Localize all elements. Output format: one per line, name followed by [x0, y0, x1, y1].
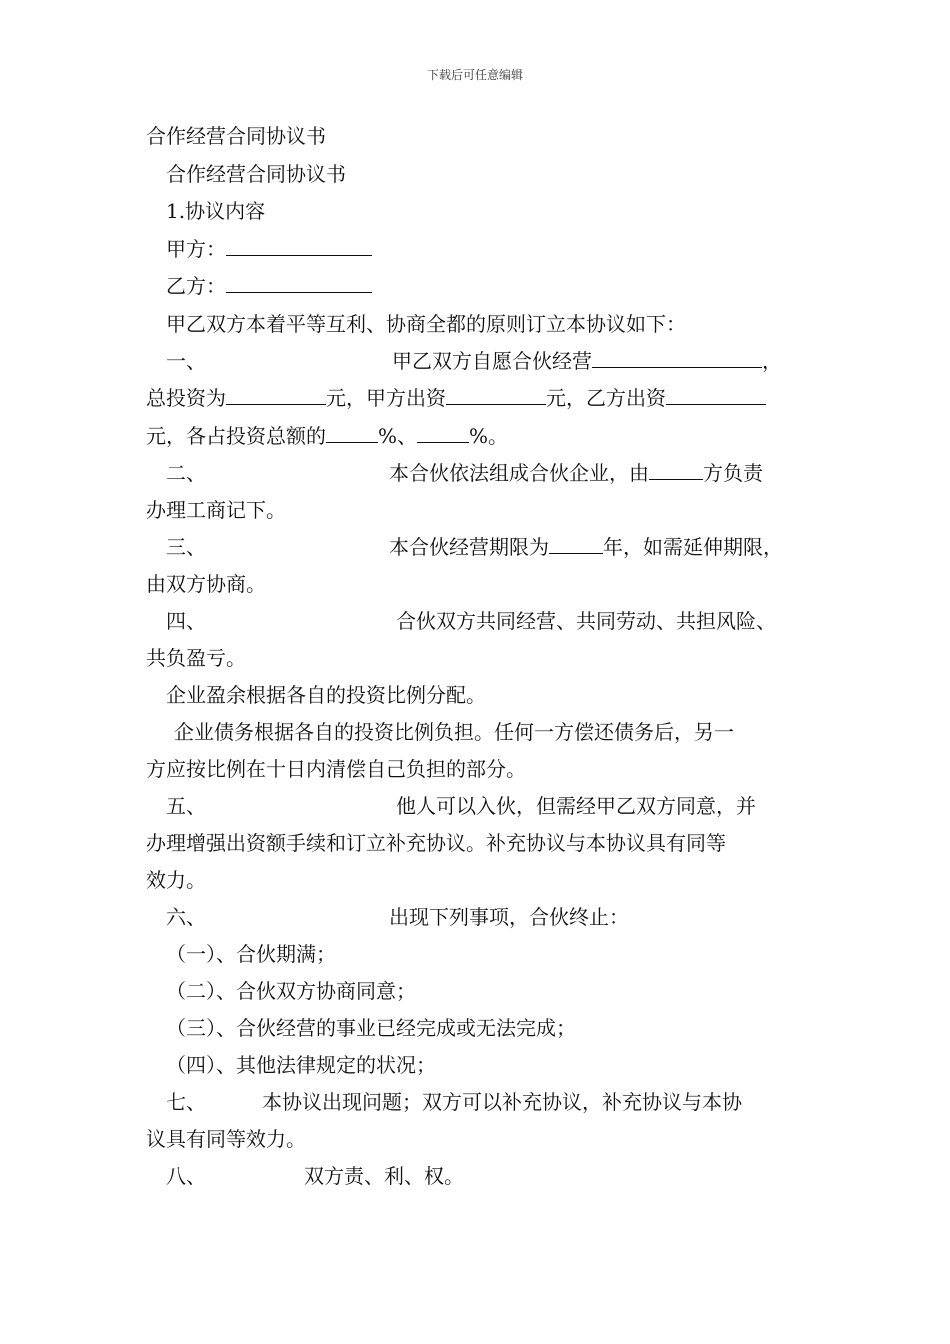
clause-4-line-1: 合伙双方共同经营、共同劳动、共担风险、 [396, 609, 776, 633]
clause-6-line-1: 出现下列事项，合伙终止： [389, 905, 629, 929]
clause-6-item-1: （一）、合伙期满； [166, 942, 336, 966]
clause-3-text-b: 年，如需延伸期限， [603, 535, 783, 559]
term-years-blank [549, 535, 603, 554]
party-b-line [166, 274, 372, 298]
clause-1-text-f: 元，各占投资总额的 [146, 424, 326, 448]
clause-2-number: 二、 [166, 461, 206, 485]
debt-paragraph-line-1: 企业债务根据各自的投资比例负担。任何一方偿还债务后，另一 [174, 720, 734, 744]
clause-5-line-1: 他人可以入伙，但需经甲乙双方同意，并 [396, 794, 756, 818]
party-a-blank [226, 237, 372, 256]
party-b-blank [226, 274, 372, 293]
clause-3-number: 三、 [166, 535, 206, 559]
clause-3-line-2: 由双方协商。 [146, 572, 266, 596]
profit-paragraph: 企业盈余根据各自的投资比例分配。 [166, 683, 486, 707]
clause-1-line-1 [392, 349, 782, 373]
clause-6-item-3: （三）、合伙经营的事业已经完成或无法完成； [166, 1016, 576, 1040]
clause-8-line-1: 双方责、利、权。 [304, 1164, 464, 1188]
party-b-label: 乙方： [166, 274, 226, 298]
clause-1-text-c: 总投资为 [146, 386, 226, 410]
total-investment-blank [226, 386, 326, 405]
debt-paragraph-line-2: 方应按比例在十日内清偿自己负担的部分。 [146, 757, 526, 781]
clause-5-line-3: 效力。 [146, 868, 206, 892]
clause-3-text-a: 本合伙经营期限为 [389, 535, 549, 559]
clause-1-line-3 [146, 424, 508, 448]
clause-2-text-a: 本合伙依法组成合伙企业，由 [389, 461, 649, 485]
party-a-line [166, 237, 372, 261]
business-blank [592, 349, 762, 368]
section-heading: 1.协议内容 [166, 199, 266, 223]
clause-7-line-2: 议具有同等效力。 [146, 1127, 306, 1151]
clause-4-line-2: 共负盈亏。 [146, 646, 246, 670]
clause-1-text-e: 元，乙方出资 [546, 386, 666, 410]
clause-7-number: 七、 [166, 1090, 206, 1114]
doc-title: 合作经营合同协议书 [146, 124, 326, 148]
party-b-share-blank [417, 424, 469, 443]
clause-5-line-2: 办理增强出资额手续和订立补充协议。补充协议与本协议具有同等 [146, 831, 726, 855]
intro-text: 甲乙双方本着平等互利、协商全都的原则订立本协议如下： [166, 312, 686, 336]
clause-5-number: 五、 [166, 794, 206, 818]
clause-1-number: 一、 [166, 349, 206, 373]
clause-1-text-h: %。 [469, 424, 509, 448]
clause-1-text-b: ， [762, 349, 782, 373]
page-header: 下载后可任意编辑 [426, 68, 523, 82]
clause-2-line-1 [389, 461, 763, 485]
clause-6-item-2: （二）、合伙双方协商同意； [166, 979, 416, 1003]
doc-subtitle: 合作经营合同协议书 [166, 162, 346, 186]
clause-1-line-2 [146, 386, 766, 410]
clause-1-text-d: 元，甲方出资 [326, 386, 446, 410]
clause-6-item-4: （四）、其他法律规定的状况； [166, 1053, 436, 1077]
party-a-investment-blank [446, 386, 546, 405]
clause-1-text-g: %、 [378, 424, 418, 448]
clause-7-line-1: 本协议出现问题；双方可以补充协议，补充协议与本协 [262, 1090, 742, 1114]
clause-2-line-2: 办理工商记下。 [146, 498, 286, 522]
party-a-share-blank [326, 424, 378, 443]
responsible-party-blank [649, 461, 703, 480]
clause-6-number: 六、 [166, 905, 206, 929]
clause-2-text-b: 方负责 [703, 461, 763, 485]
clause-3-line-1 [389, 535, 783, 559]
party-b-investment-blank [666, 386, 766, 405]
party-a-label: 甲方： [166, 237, 226, 261]
clause-8-number: 八、 [166, 1164, 206, 1188]
clause-1-text-a: 甲乙双方自愿合伙经营 [392, 349, 592, 373]
clause-4-number: 四、 [166, 609, 206, 633]
